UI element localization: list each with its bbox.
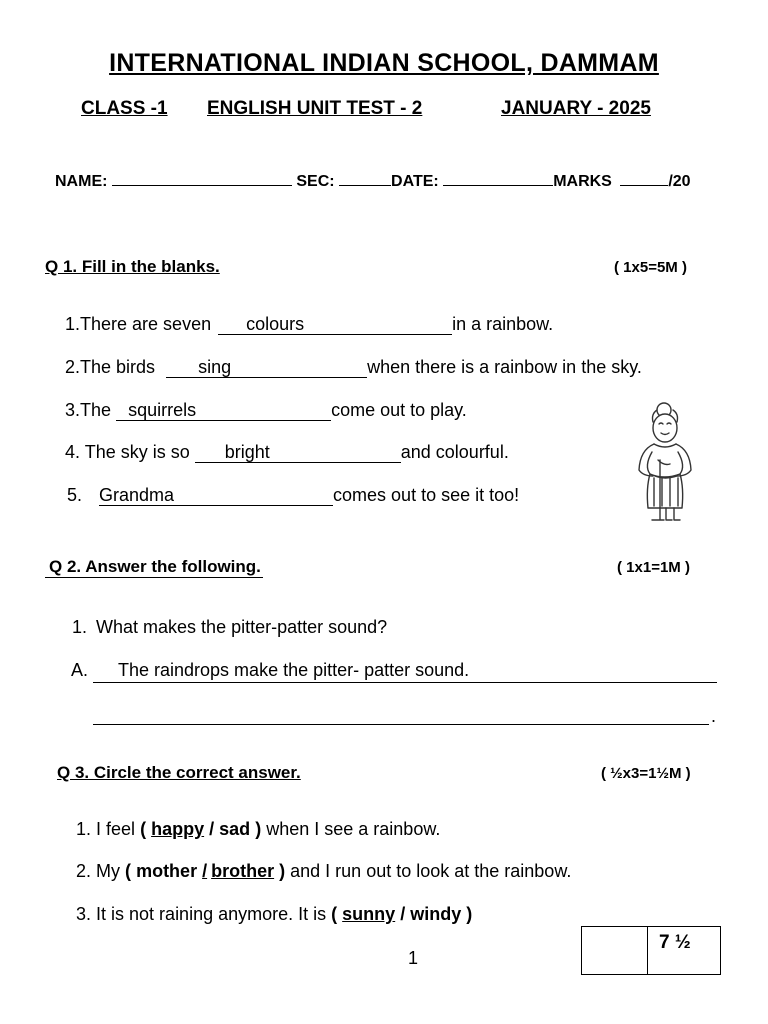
marks-label: MARKS <box>553 173 612 190</box>
item-text-after: comes out to see it too! <box>333 485 520 505</box>
answer-line-1 <box>93 682 717 683</box>
page-number: 1 <box>407 948 418 968</box>
grandma-with-cane-icon <box>632 400 712 526</box>
q3-marks: ( ½x3=1½M ) <box>601 765 691 782</box>
q3-heading: Q 3. Circle the correct answer. <box>57 763 301 782</box>
option-separator: / <box>209 819 215 839</box>
question-number: 1. <box>72 617 88 637</box>
fill-blank[interactable] <box>116 400 331 421</box>
item-text-before: It is not raining anymore. It is <box>96 904 327 924</box>
option-separator: / <box>400 904 406 924</box>
sec-label: SEC: <box>296 173 335 190</box>
close-paren: ) <box>279 861 286 881</box>
item-number: 2. <box>65 357 81 377</box>
option-sad[interactable]: sad <box>219 819 251 839</box>
q1-heading: Q 1. Fill in the blanks. <box>45 257 220 276</box>
date-label: DATE: <box>391 173 439 190</box>
item-text-after: and I run out to look at the rainbow. <box>290 861 572 881</box>
answer-end-dot: . <box>711 706 717 726</box>
item-text-after: and colourful. <box>400 442 509 462</box>
q2-answer-text[interactable]: The raindrops make the pitter- patter sound. <box>118 660 470 680</box>
q1-item-5 <box>67 485 519 506</box>
item-text-after: come out to play. <box>331 400 467 420</box>
q2-heading: Q 2. Answer the following. <box>45 557 263 578</box>
score-box <box>581 926 721 975</box>
q1-marks: ( 1x5=5M ) <box>614 259 687 276</box>
marks-blank[interactable] <box>620 171 668 186</box>
student-info-line <box>55 171 691 191</box>
close-paren: ) <box>255 819 262 839</box>
item-text-after: when there is a rainbow in the sky. <box>367 357 642 377</box>
date-blank[interactable] <box>443 171 553 186</box>
option-brother[interactable]: brother <box>211 861 275 881</box>
open-paren: ( <box>140 819 147 839</box>
score-value: 7 ½ <box>659 932 691 953</box>
question-text: What makes the pitter-patter sound? <box>96 617 388 637</box>
class-label: CLASS -1 <box>81 98 168 119</box>
option-happy[interactable]: happy <box>151 819 205 839</box>
q2-marks: ( 1x1=1M ) <box>617 559 690 576</box>
close-paren: ) <box>466 904 473 924</box>
sec-blank[interactable] <box>339 171 391 186</box>
open-paren: ( <box>331 904 338 924</box>
item-number: 3. <box>76 904 92 924</box>
test-title: ENGLISH UNIT TEST - 2 <box>207 98 423 119</box>
fill-answer: squirrels <box>128 400 197 420</box>
item-number: 1. <box>65 314 81 334</box>
fill-blank[interactable] <box>99 485 333 506</box>
q3-item-3 <box>76 904 472 925</box>
test-month: JANUARY - 2025 <box>501 98 651 119</box>
option-windy[interactable]: windy <box>410 904 462 924</box>
q2-heading-wrap <box>45 557 263 578</box>
item-number: 4. <box>65 442 81 462</box>
school-title: INTERNATIONAL INDIAN SCHOOL, DAMMAM <box>109 49 659 77</box>
fill-answer: sing <box>198 357 232 377</box>
item-text-before: The birds <box>80 357 156 377</box>
item-number: 1. <box>76 819 92 839</box>
q3-item-1 <box>76 819 440 840</box>
option-sunny[interactable]: sunny <box>342 904 396 924</box>
fill-answer: Grandma <box>99 485 175 505</box>
score-box-divider <box>647 926 648 975</box>
option-mother[interactable]: mother <box>136 861 198 881</box>
answer-line-2 <box>93 724 709 725</box>
item-number: 2. <box>76 861 92 881</box>
q1-item-4 <box>65 442 509 463</box>
name-label: NAME: <box>55 173 108 190</box>
item-text-before: There are seven <box>80 314 212 334</box>
q3-item-2 <box>76 861 571 882</box>
name-blank[interactable] <box>112 171 292 186</box>
q1-item-3 <box>65 400 467 421</box>
item-text-before: The sky is so <box>84 442 190 462</box>
fill-blank[interactable] <box>218 314 452 335</box>
marks-total: /20 <box>668 173 691 190</box>
item-text-after: in a rainbow. <box>452 314 554 334</box>
item-text-before: My <box>96 861 121 881</box>
item-number: 3. <box>65 400 81 420</box>
open-paren: ( <box>125 861 132 881</box>
item-number: 5. <box>67 485 83 505</box>
option-separator: / <box>202 861 208 881</box>
fill-blank[interactable] <box>166 357 367 378</box>
fill-answer: bright <box>224 442 270 462</box>
item-text-before: The <box>80 400 112 420</box>
q2-answer-label: A. <box>71 660 89 680</box>
q1-item-1 <box>65 314 553 335</box>
q1-item-2 <box>65 357 642 378</box>
q2-question <box>72 617 387 638</box>
fill-answer: colours <box>246 314 305 334</box>
item-text-before: I feel <box>96 819 136 839</box>
fill-blank[interactable] <box>195 442 401 463</box>
item-text-after: when I see a rainbow. <box>266 819 441 839</box>
